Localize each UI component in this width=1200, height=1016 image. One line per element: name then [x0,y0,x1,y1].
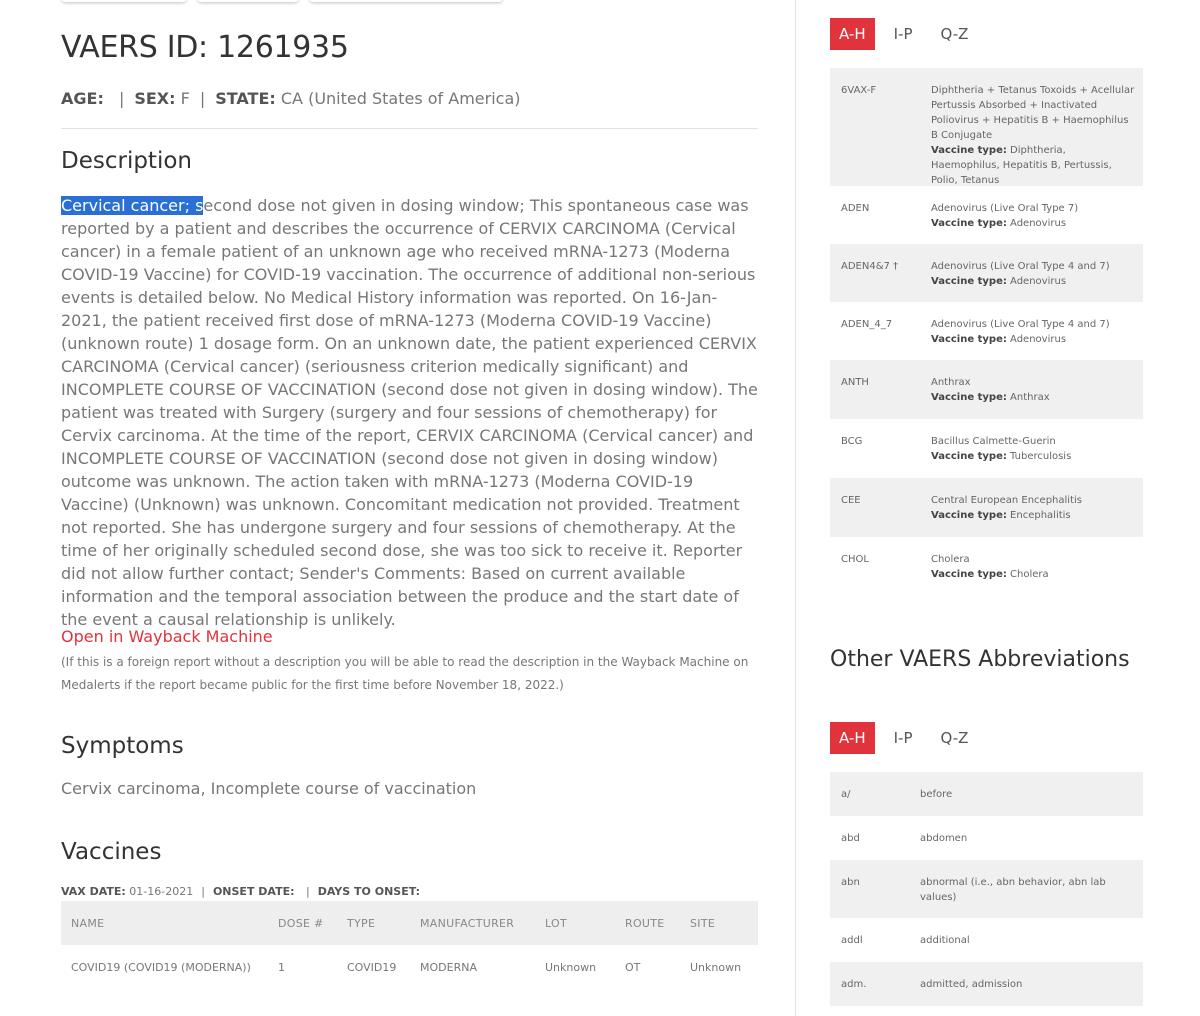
abbreviation: addl [841,935,863,946]
vaccine-description [931,317,1136,347]
wayback-note: (If this is a foreign report without a description you will be able to read the description in the Wayback Machine on Medalerts if the report became public for the first time before November 18, 2022.) [61,655,749,692]
table-cell: Unknown [690,960,742,974]
vaccine-type-label: Vaccine type: [931,392,1007,403]
vaccine-description [931,83,1136,188]
vaccines-heading: Vaccines [61,839,162,865]
vaccine-type-label: Vaccine type: [931,218,1007,229]
vaccine-code: CEE [841,495,861,506]
vaccine-description [931,375,1136,405]
tab-q-z[interactable]: Q-Z [940,729,969,747]
vax-date-value: 01-16-2021 [129,885,194,898]
vaccine-type [931,567,1136,582]
abbreviation: adm. [841,979,867,990]
vaccine-type-label: Vaccine type: [931,510,1007,521]
vaccine-name: Adenovirus (Live Oral Type 7) [931,203,1079,214]
vaccine-type-label: Vaccine type: [931,451,1007,462]
selected-text[interactable]: Cervical cancer; s [61,196,204,215]
list-item[interactable] [830,186,1143,244]
vaccine-code: BCG [841,436,863,447]
table-header-cell[interactable]: TYPE [337,901,410,945]
sex-value: F [180,89,190,108]
days-to-onset-label: DAYS TO ONSET: [317,885,421,898]
vaccine-code-list[interactable] [830,68,1143,610]
vaccine-description [931,493,1136,523]
vaccine-description [931,434,1136,464]
state-value: CA (United States of America) [280,89,521,108]
abbreviation-meaning: abdomen [920,833,968,844]
list-item[interactable] [830,302,1143,360]
vaccine-name: Diphtheria + Tetanus Toxoids + Acellular Pertussis Absorbed + Inactivated Poliovirus + Hepatitis B + Haemophilus B Conjugate [931,85,1135,141]
abbreviation-meaning: admitted, admission [920,979,1023,990]
vaccine-code: 6VAX-F [841,85,877,96]
sidebar-divider [795,0,796,1016]
table-cell: COVID19 [347,960,397,974]
vaccine-type-value: Cholera [1010,569,1049,580]
vaccine-code-tabs [830,18,987,50]
table-header-cell[interactable]: MANUFACTURER [410,901,535,945]
vaccine-code: CHOL [841,554,869,565]
list-item[interactable] [830,478,1143,537]
abbreviation-meaning: abnormal (i.e., abn behavior, abn lab values) [920,877,1106,903]
abbreviation: abd [841,833,860,844]
abbreviation: a/ [841,789,851,800]
vaccine-type-label: Vaccine type: [931,276,1007,287]
abbreviation: abn [841,877,860,888]
other-abbreviations-heading: Other VAERS Abbreviations [830,647,1130,672]
vaccine-type-value: Encephalitis [1010,510,1071,521]
table-cell: COVID19 (COVID19 (MODERNA)) [71,960,251,974]
list-item[interactable] [830,244,1143,302]
vaccine-code: ADEN_4_7 [841,319,893,330]
table-header-cell[interactable]: SITE [680,901,758,945]
table-header-cell[interactable]: ROUTE [615,901,680,945]
vaccine-code: ANTH [841,377,869,388]
list-item[interactable] [830,68,1143,186]
vaccine-name: Cholera [931,554,970,565]
vaccine-name: Bacillus Calmette-Guerin [931,436,1056,447]
table-cell: OT [625,960,641,974]
list-item[interactable] [830,816,1143,860]
onset-date-label: ONSET DATE: [212,885,295,898]
vaccine-type-value: Anthrax [1010,392,1050,403]
list-item[interactable] [830,419,1143,478]
vaccine-name: Adenovirus (Live Oral Type 4 and 7) [931,319,1110,330]
description-heading: Description [61,148,192,174]
list-item[interactable] [830,772,1143,816]
vaccine-name: Adenovirus (Live Oral Type 4 and 7) [931,261,1110,272]
page-title [61,30,349,65]
symptoms-heading: Symptoms [61,733,184,759]
vaccine-type-label: Vaccine type: [931,145,1007,156]
vaccine-type-value: Adenovirus [1010,218,1067,229]
vaccine-type [931,508,1136,523]
table-header-cell[interactable]: NAME [61,901,268,945]
vaccine-type [931,332,1136,347]
abbreviation-meaning: before [920,789,953,800]
age-label: AGE: [61,89,104,108]
top-tab-partial-1[interactable] [62,0,186,2]
description-text[interactable] [61,194,758,631]
vax-date-label: VAX DATE: [61,885,126,898]
vaccine-type [931,143,1136,188]
list-item[interactable] [830,537,1143,610]
vaccine-type-label: Vaccine type: [931,334,1007,345]
report-meta: AGE: | SEX: F | STATE: CA (United States of America) [61,89,521,108]
list-item[interactable] [830,962,1143,1006]
list-item[interactable] [830,860,1143,918]
symptoms-text: Cervix carcinoma, Incomplete course of vaccination [61,779,477,798]
vaccine-type [931,216,1136,231]
tab-q-z[interactable]: Q-Z [940,25,969,43]
table-header-cell[interactable]: DOSE # [268,901,337,945]
tab-a-h[interactable]: A-H [830,18,875,50]
vaccine-code: ADEN [841,203,870,214]
id-label: VAERS ID: [61,30,208,65]
vaccine-type [931,449,1136,464]
vaccine-type-value: Adenovirus [1010,276,1067,287]
vaccine-code: ADEN4&7 † [841,261,899,272]
vaccine-type-value: Adenovirus [1010,334,1067,345]
vaccine-description [931,259,1136,289]
vaccine-type [931,274,1136,289]
vaccines-table [61,901,758,989]
top-tab-partial-3[interactable] [310,0,502,2]
vaccine-type-value: Tuberculosis [1010,451,1072,462]
table-header-cell[interactable]: LOT [535,901,615,945]
id-value: 1261935 [217,30,349,65]
top-tab-partial-2[interactable] [198,0,298,2]
table-cell: MODERNA [420,960,477,974]
divider [61,128,758,129]
vaccine-description [931,552,1136,582]
list-item[interactable] [830,918,1143,962]
table-row [61,945,758,989]
table-cell: Unknown [545,960,597,974]
table-cell: 1 [278,960,285,974]
vaccine-meta: VAX DATE: 01-16-2021 | ONSET DATE: | DAYS TO ONSET: [61,885,421,898]
vaccine-name: Central European Encephalitis [931,495,1082,506]
vaccine-type [931,390,1136,405]
tab-a-h[interactable]: A-H [830,722,875,754]
abbreviation-tabs [830,722,987,754]
abbreviation-meaning: additional [920,935,970,946]
vaccine-type-label: Vaccine type: [931,569,1007,580]
wayback-link[interactable]: Open in Wayback Machine [61,627,273,646]
abbreviation-list[interactable] [830,772,1143,1016]
vaccine-name: Anthrax [931,377,971,388]
description-body: econd dose not given in dosing window; This spontaneous case was reported by a patient and describes the occurrence of CERVIX CARCINOMA (Cervical cancer) in a female patient of an unknown age who received mRNA-1273 (Moderna COVID-19 Vaccine) for COVID-19 vaccination. The occurrence of additional non-serious events is detailed below. No Medical History information was reported. On 16-Jan-2021, the patient received first dose of mRNA-1273 (Moderna COVID-19 Vaccine) (unknown route) 1 dosage form. On an unknown date, the patient experienced CERVIX CARCINOMA (Cervical cancer) (seriousness criterion medically significant) and INCOMPLETE COURSE OF VACCINATION (second dose not given in dosing window). The patient was treated with Surgery (surgery and four sessions of chemotherapy) for Cervix carcinoma. At the time of the report, CERVIX CARCINOMA (Cervical cancer) and INCOMPLETE COURSE OF VACCINATION (second dose not given in dosing window) outcome was unknown. The action taken with mRNA-1273 (Moderna COVID-19 Vaccine) (Unknown) was unknown. Concomitant medication not provided. Treatment not reported. She has undergone surgery and four sessions of chemotherapy. At the time of her originally scheduled second dose, she was too sick to receive it. Reporter did not allow further contact; Sender's Comments: Based on current available information and the temporal association between the produce and the start date of the event a causal relationship is unlikely. [61,196,758,629]
sex-label: SEX: [134,89,176,108]
list-item[interactable] [830,360,1143,419]
vaccine-description [931,201,1136,231]
vaccine-type-value: Diphtheria, Haemophilus, Hepatitis B, Pertussis, Polio, Tetanus [931,145,1112,186]
tab-i-p[interactable]: I-P [893,25,913,43]
tab-i-p[interactable]: I-P [893,729,913,747]
state-label: STATE: [215,89,276,108]
